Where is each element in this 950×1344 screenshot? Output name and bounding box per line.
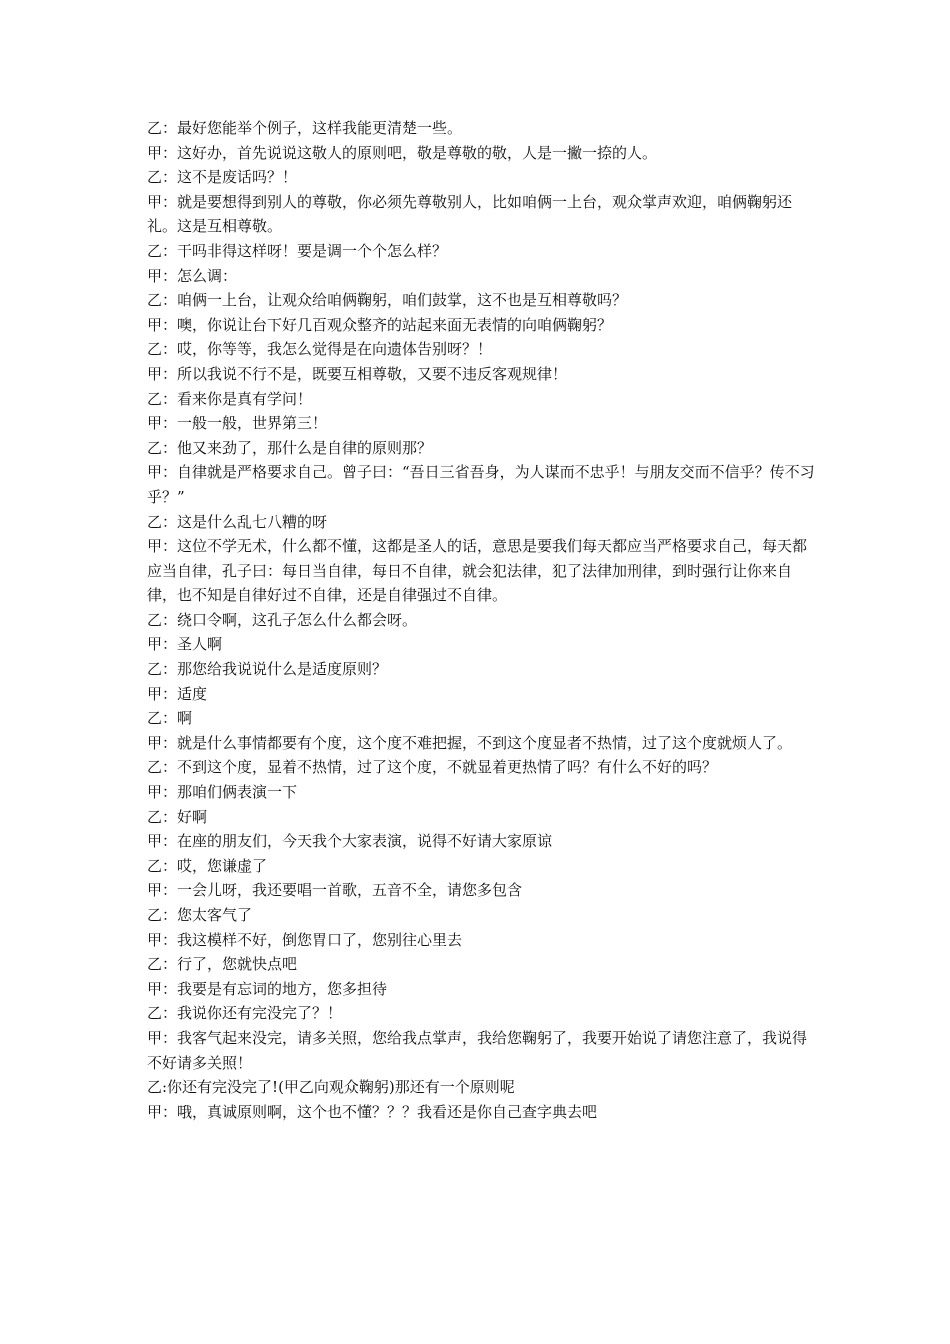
dialogue-line: 甲：我要是有忘词的地方，您多担待 <box>147 979 388 998</box>
dialogue-line: 乙：看来你是真有学问！ <box>147 389 313 408</box>
dialogue-line: 甲：这位不学无术，什么都不懂，这都是圣人的话，意思是要我们每天都应当严格要求自己，每天都应当自律，孔子曰：每日当自律，每日不自律，就会犯法律，犯了法律加刑律，到时强行让你来自律，也不知是自律好过不自律，还是自律强过不自律。 <box>147 537 808 605</box>
dialogue-line: 乙：干吗非得这样呀！要是调一个个怎么样？ <box>147 241 448 260</box>
dialogue-line: 乙:你还有完没完了!(甲乙向观众鞠躬)那还有一个原则呢 <box>147 1078 515 1097</box>
dialogue-line: 甲：就是什么事情都要有个度，这个度不难把握，不到这个度显者不热情，过了这个度就烦人了。 <box>147 733 793 752</box>
dialogue-line: 甲：在座的朋友们，今天我个大家表演，说得不好请大家原谅 <box>147 832 553 851</box>
dialogue-line: 乙：咱俩一上台，让观众给咱俩鞠躬，咱们鼓掌，这不也是互相尊敬吗？ <box>147 291 628 310</box>
dialogue-line: 甲：那咱们俩表演一下 <box>147 783 298 802</box>
dialogue-line: 乙：这不是废话吗？！ <box>147 168 298 187</box>
dialogue-line: 甲：所以我说不行不是，既要互相尊敬，又要不违反客观规律！ <box>147 364 568 383</box>
dialogue-line: 甲：哦，真诚原则啊，这个也不懂？？？我看还是你自己查字典去吧 <box>147 1102 598 1121</box>
dialogue-text <box>147 116 815 1124</box>
dialogue-line: 乙：最好您能举个例子，这样我能更清楚一些。 <box>147 119 463 137</box>
dialogue-line: 甲：适度 <box>147 684 208 703</box>
dialogue-line: 乙：他又来劲了，那什么是自律的原则那？ <box>147 438 433 457</box>
dialogue-line: 乙：您太客气了 <box>147 906 253 924</box>
dialogue-line: 甲：我客气起来没完，请多关照，您给我点掌声，我给您鞠躬了，我要开始说了请您注意了，我说得不好请多关照！ <box>147 1028 808 1072</box>
dialogue-line: 乙：好啊 <box>147 807 208 826</box>
dialogue-line: 甲：自律就是严格要求自己。曾子曰：“吾日三省吾身，为人谋而不忠乎！与朋友交而不信乎？传不习乎？” <box>147 463 815 506</box>
dialogue-line: 甲：怎么调： <box>147 266 238 285</box>
dialogue-line: 乙：这是什么乱七八糟的呀 <box>147 512 328 531</box>
dialogue-line: 甲：一会儿呀，我还要唱一首歌，五音不全，请您多包含 <box>147 881 523 900</box>
dialogue-line: 甲：一般一般，世界第三！ <box>147 414 328 433</box>
dialogue-line: 甲：圣人啊 <box>147 635 223 654</box>
dialogue-line: 乙：哎，您谦虚了 <box>147 856 268 875</box>
dialogue-line: 乙：哎，你等等，我怎么觉得是在向遗体告别呀？！ <box>147 340 493 359</box>
dialogue-line: 甲：就是要想得到别人的尊敬，你必须先尊敬别人，比如咱俩一上台，观众掌声欢迎，咱俩鞠躬还礼。这是互相尊敬。 <box>147 192 793 236</box>
dialogue-line: 乙：绕口令啊，这孔子怎么什么都会呀。 <box>147 610 418 629</box>
dialogue-line: 甲：这好办，首先说说这敬人的原则吧，敬是尊敬的敬，人是一撇一捺的人。 <box>147 143 658 162</box>
dialogue-line: 乙：行了，您就快点吧 <box>147 955 298 974</box>
dialogue-line: 乙：那您给我说说什么是适度原则？ <box>147 660 388 679</box>
dialogue-line: 乙：我说你还有完没完了？！ <box>147 1004 343 1023</box>
dialogue-line: 甲：噢，你说让台下好几百观众整齐的站起来面无表情的向咱俩鞠躬？ <box>147 315 613 334</box>
dialogue-line: 乙：不到这个度，显着不热情，过了这个度，不就显着更热情了吗？有什么不好的吗？ <box>147 758 718 777</box>
dialogue-line: 乙：啊 <box>147 709 193 728</box>
dialogue-line: 甲：我这模样不好，倒您胃口了，您别往心里去 <box>147 930 463 949</box>
